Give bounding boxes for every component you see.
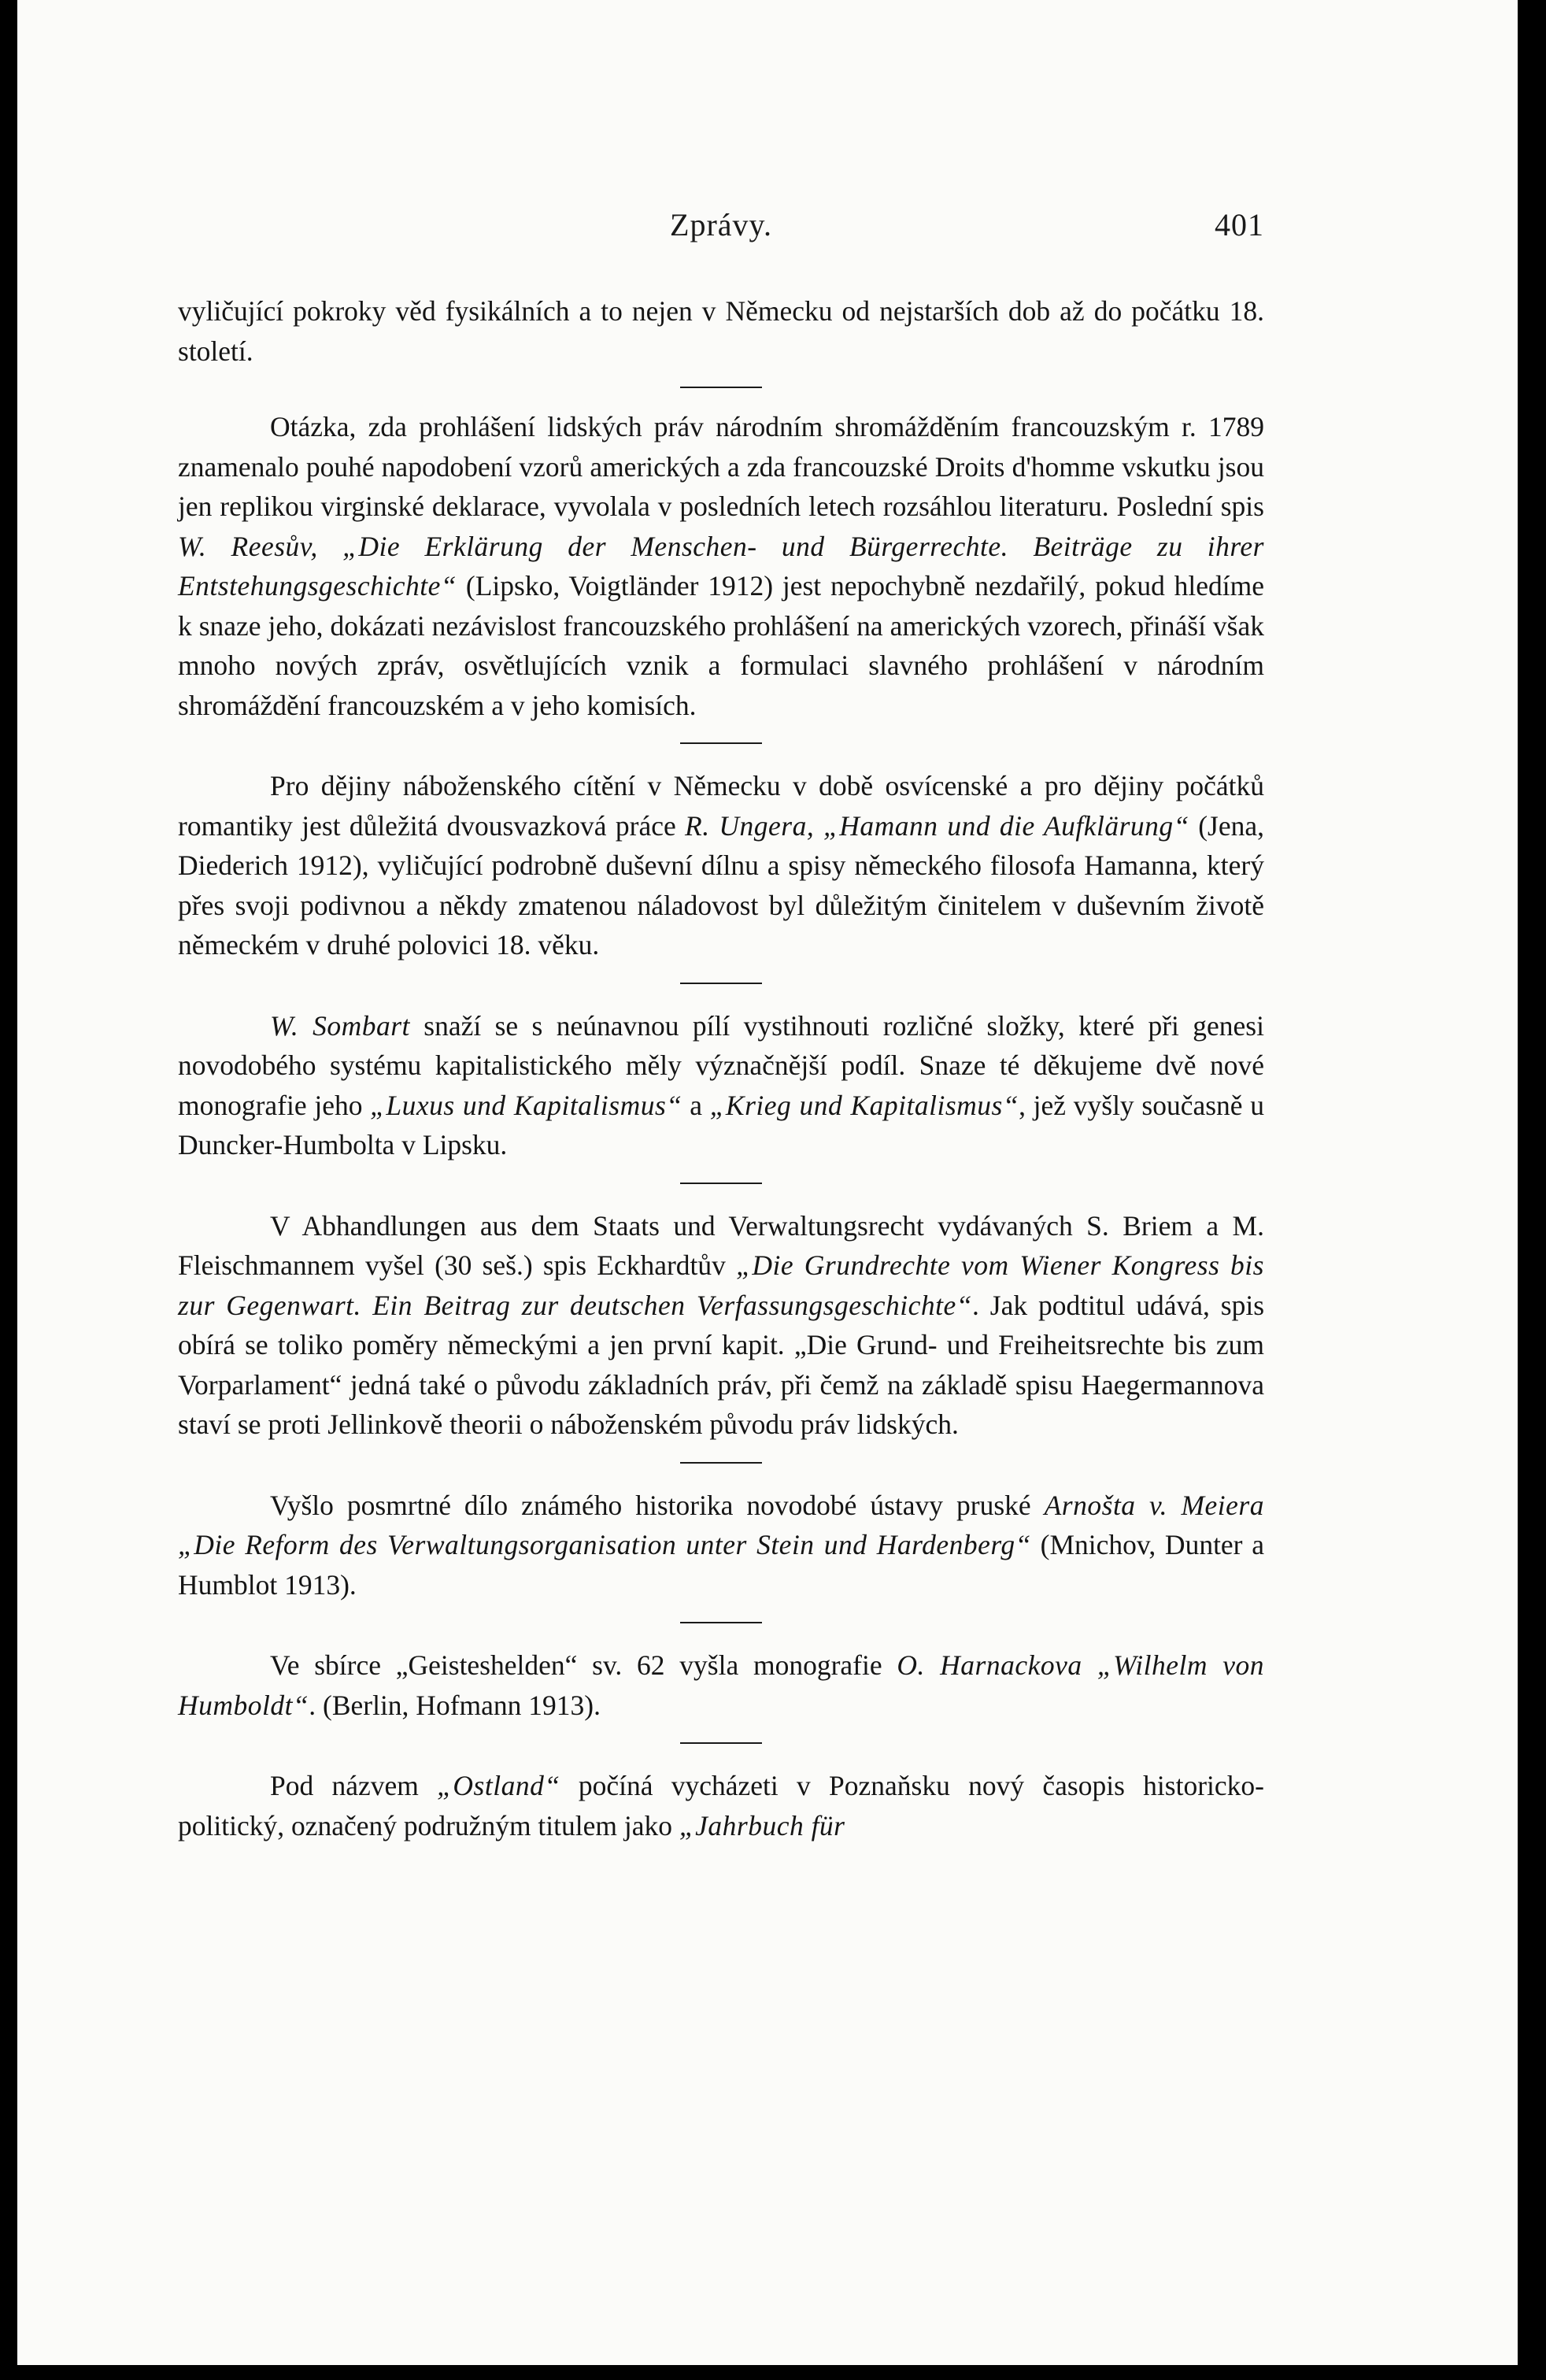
paragraph-text: Vyšlo posmrtné dílo známého historika novodobé ústavy pruské (270, 1489, 1045, 1521)
paragraph-ostland (178, 1766, 1264, 1845)
book-title: Arnošta v. Meiera „Die Reform des Verwaltungsorganisation unter Stein und Hardenberg“ (178, 1489, 1264, 1560)
book-title: R. Ungera, „Hamann und die Aufklärung“ (685, 809, 1189, 842)
running-title: Zprávy. (670, 207, 772, 242)
section-divider (680, 387, 762, 388)
paragraph-text: V Abhandlungen aus dem Staats und Verwaltungsrecht vydávaných S. Briem a M. Fleischmannem vyšel (30 seš.) spis Eckhardtův (178, 1209, 1264, 1281)
section-divider (680, 1622, 762, 1623)
author-name: W. Sombart (270, 1009, 410, 1042)
journal-title: „Jahrbuch für (679, 1809, 845, 1841)
paragraph-eckhardt (178, 1206, 1264, 1445)
paragraph-text: . Jak podtitul udává, spis obírá se toliko poměry německými a jen první kapit. „Die Grund- und Freiheitsrechte bis zum Vorparlament“ jedná také o původu základních práv, při čemž na základě spisu Haegermannova staví se proti Jellinkově theorii o náboženském původu práv lidských. (178, 1289, 1265, 1440)
section-divider (680, 1462, 762, 1464)
paragraph-meier (178, 1486, 1264, 1605)
page-body (178, 291, 1264, 1845)
paragraph-text: (Lipsko, Voigtländer 1912) jest nepochybně nezdařilý, pokud hledíme k snaze jeho, dokázati nezávislost francouzského prohlášení na amerických vzorech, přináší však mnoho nových zpráv, osvětlujících vznik a formulaci slavného prohlášení v národním shromáždění francouzském a v jeho komisích. (178, 570, 1264, 721)
paragraph-ungera (178, 766, 1264, 965)
section-divider (680, 1742, 762, 1744)
paragraph-text: (Mnichov, Dunter a Humblot 1913). (178, 1529, 1264, 1601)
paragraph-text: , jež vyšly současně u Duncker-Humbolta v Lipsku. (178, 1089, 1264, 1160)
book-title: W. Reesův, „Die Erklärung der Menschen- und Bürgerrechte. Beiträge zu ihrer Entstehungsgeschichte“ (178, 530, 1264, 601)
book-title: „Die Grundrechte vom Wiener Kongress bis zur Gegenwart. Ein Beitrag zur deutschen Verfassungsgeschichte“ (178, 1249, 1264, 1321)
paragraph-continuation: vyličující pokroky věd fysikálních a to nejen v Německu od nejstarších dob až do počátku 18. století. (178, 295, 1264, 367)
book-page (17, 0, 1518, 2365)
paragraph-text: (Jena, Diederich 1912), vyličující podrobně duševní dílnu a spisy německého filosofa Hamanna, který přes svoji podivnou a někdy zmatenou náladovost byl důležitým činitelem v duševním životě německém v druhé polovici 18. věku. (178, 809, 1264, 961)
paragraph-harnack (178, 1645, 1264, 1725)
paragraph-text: Pro dějiny náboženského cítění v Německu v době osvícenské a pro dějiny počátků romantiky jest důležitá dvousvazková práce (178, 770, 1264, 842)
section-divider (680, 983, 762, 984)
book-title: O. Harnackova „Wilhelm von Humboldt“ (178, 1649, 1264, 1721)
paragraph-text: počíná vycházeti v Poznaňsku nový časopis historicko-politický, označený podružným titulem jako (178, 1770, 1264, 1841)
paragraph-text: a (682, 1089, 710, 1121)
section-divider (680, 1183, 762, 1184)
book-title: „Luxus und Kapitalismus“ (370, 1089, 682, 1121)
paragraph-text: Pod názvem (270, 1770, 438, 1801)
page-header (178, 206, 1264, 254)
paragraph-text: . (Berlin, Hofmann 1913). (309, 1689, 601, 1721)
paragraph-sombart (178, 1006, 1264, 1165)
paragraph-reesuv (178, 407, 1264, 725)
page-number: 401 (1215, 207, 1264, 242)
book-title: „Krieg und Kapitalismus“ (709, 1089, 1019, 1121)
journal-title: „Ostland“ (437, 1770, 560, 1801)
paragraph-text: snaží se s neúnavnou pílí vystihnouti rozličné složky, které při genesi novodobého systému kapitalistického měly význačnější podíl. Snaze té děkujeme dvě nové monografie jeho (178, 1009, 1264, 1121)
paragraph-text: Ve sbírce „Geisteshelden“ sv. 62 vyšla monografie (270, 1649, 897, 1681)
section-divider (680, 742, 762, 744)
paragraph-text: Otázka, zda prohlášení lidských práv národním shromážděním francouzským r. 1789 znamenalo pouhé napodobení vzorů amerických a zda francouzské Droits d'homme vskutku jsou jen replikou virginské deklarace, vyvolala v posledních letech rozsáhlou literaturu. Poslední spis (178, 411, 1264, 522)
